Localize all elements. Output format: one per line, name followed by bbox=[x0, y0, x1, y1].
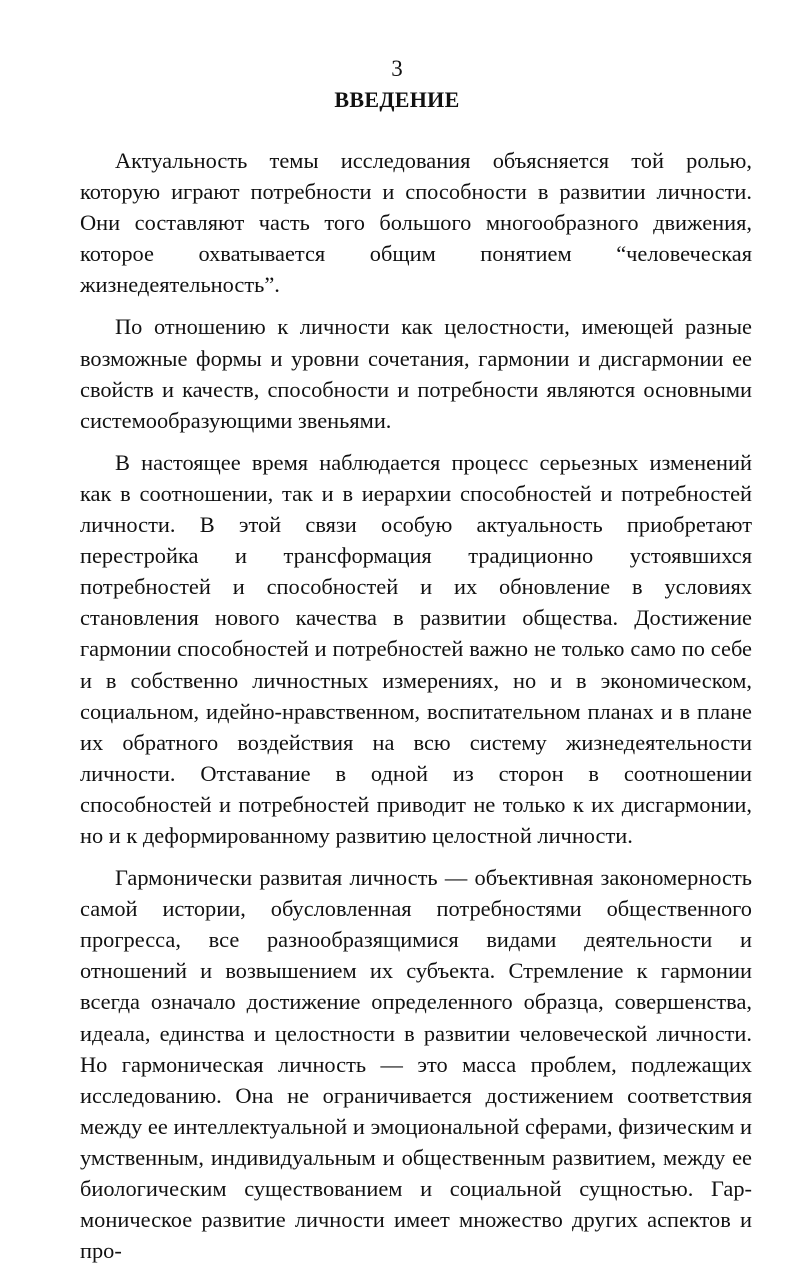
paragraph: Актуальность темы исследования объясняется той ролью, которую играют потребности и способности в развитии личности. Они составляют часть того большого многообразного движения, которое охватывается общим понятием “человеческая жизнедеятельность”. bbox=[80, 148, 752, 298]
paragraph: По отношению к личности как целостности, имеющей разные возможные формы и уровни сочетания, гармонии и дисгармонии ее свойств и качеств, способности и потребности являются основными системообразующими звеньями. bbox=[80, 314, 752, 433]
page-number: 3 bbox=[391, 56, 403, 81]
paragraph: Гармонически развитая личность — объективная закономерность самой истории, обусловленная потребностями общественного прогресса, все разнообразящимися видами деятельности и отношений и возвышением их субъекта. Стремление к гармонии всегда означало достижение определенного образца, совершенства, идеала, единства и целостности в развитии человеческой личности. Но гармоническая личность — это масса проблем, подлежащих исследованию. Она не ограничивается достижением соответствия между ее интеллектуальной и эмоциональной сферами, физическим и умственным, индивидуальным и общественным развитием, между ее биологическим существованием и социальной сущностью. Гармоническое развитие личности имеет множество других аспектов и про- bbox=[80, 865, 752, 1264]
section-heading: ВВЕДЕНИЕ bbox=[334, 87, 460, 112]
body-text bbox=[80, 145, 752, 1266]
paragraph: В настоящее время наблюдается процесс серьезных изменений как в соотношении, так и в иерархии способностей и потребностей личности. В этой связи особую актуальность приобретают перестройка и трансформация традиционно устоявшихся потребностей и способностей и их обновление в условиях становления нового качества в развитии общества. Достижение гармонии способностей и потребностей важно не только само по себе и в собственно личностных измерениях, но и в экономическом, социальном, идейно-нравственном, воспитательном планах и в плане их обратного воздействия на всю систему жизнедеятельности личности. Отставание в одной из сторон в соотношении способностей и потребностей приводит не только к их дисгармонии, но и к деформированному развитию целостной личности. bbox=[80, 449, 752, 848]
